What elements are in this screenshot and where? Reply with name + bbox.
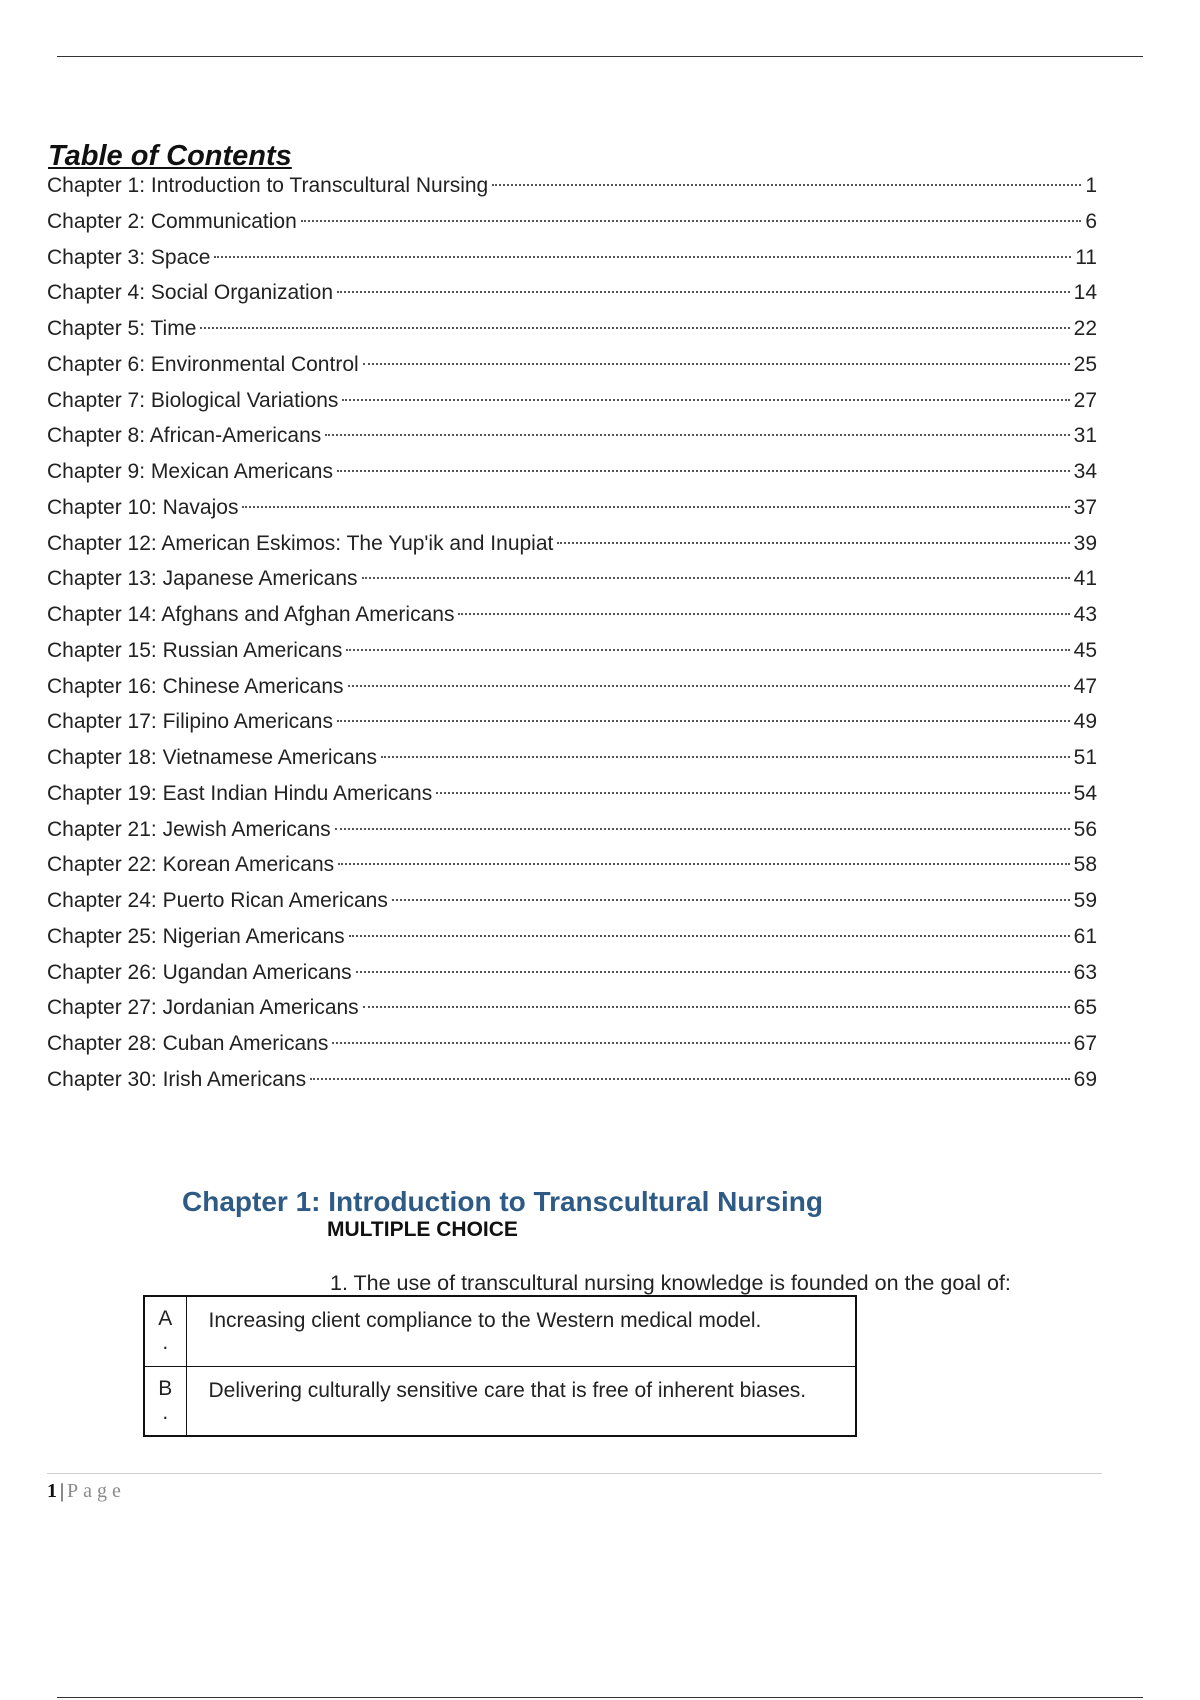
toc-entry[interactable] xyxy=(47,275,1097,311)
toc-leader-dots xyxy=(301,220,1082,222)
toc-entry[interactable] xyxy=(47,1026,1097,1062)
toc-entry-label: Chapter 8: African-Americans xyxy=(47,424,322,448)
toc-entry-page: 14 xyxy=(1073,281,1097,305)
toc-leader-dots xyxy=(458,613,1069,615)
toc-entry[interactable] xyxy=(47,776,1097,812)
toc-leader-dots xyxy=(338,863,1069,865)
toc-entry-page: 67 xyxy=(1073,1032,1097,1055)
toc-entry-page: 59 xyxy=(1073,889,1097,912)
toc-entry-page: 6 xyxy=(1085,209,1097,233)
toc-entry-page: 37 xyxy=(1073,495,1097,519)
toc-leader-dots xyxy=(335,828,1070,830)
toc-leader-dots xyxy=(214,256,1071,258)
toc-entry-page: 47 xyxy=(1073,674,1097,698)
toc-leader-dots xyxy=(492,184,1081,186)
toc-entry-page: 34 xyxy=(1073,460,1097,483)
answer-option[interactable] xyxy=(144,1296,856,1366)
toc-entry[interactable] xyxy=(47,669,1097,705)
toc-entry[interactable] xyxy=(47,454,1097,490)
toc-entry-page: 43 xyxy=(1073,603,1097,626)
toc-entry-label: Chapter 14: Afghans and Afghan Americans xyxy=(47,603,455,626)
toc-entry-label: Chapter 24: Puerto Rican Americans xyxy=(47,889,388,912)
toc-leader-dots xyxy=(342,399,1069,401)
toc-entry-label: Chapter 30: Irish Americans xyxy=(47,1067,307,1091)
toc-entry[interactable] xyxy=(47,383,1097,419)
toc-entry-label: Chapter 25: Nigerian Americans xyxy=(47,924,345,948)
toc-leader-dots xyxy=(363,363,1070,365)
toc-leader-dots xyxy=(242,506,1069,508)
toc-entry-page: 56 xyxy=(1073,817,1097,841)
footer-separator: | xyxy=(60,1480,65,1502)
toc-entry-page: 11 xyxy=(1075,245,1097,269)
footer-page-word: Page xyxy=(67,1480,126,1502)
option-letter: B xyxy=(158,1376,173,1400)
toc-entry[interactable] xyxy=(47,204,1097,240)
toc-entry-label: Chapter 13: Japanese Americans xyxy=(47,567,358,591)
option-letter-punct: . xyxy=(162,1400,169,1424)
toc-entry-label: Chapter 6: Environmental Control xyxy=(47,352,359,376)
option-letter-cell xyxy=(144,1296,186,1366)
toc-leader-dots xyxy=(356,971,1070,973)
toc-entry-label: Chapter 12: American Eskimos: The Yup'ik and Inupiat xyxy=(47,531,554,555)
chapter-heading: Chapter 1: Introduction to Transcultural Nursing xyxy=(182,1186,823,1217)
toc-entry-page: 45 xyxy=(1073,638,1097,662)
toc-entry-label: Chapter 4: Social Organization xyxy=(47,281,333,305)
toc-entry-page: 69 xyxy=(1073,1067,1097,1091)
answer-option[interactable] xyxy=(144,1366,856,1436)
toc-entry[interactable] xyxy=(47,633,1097,669)
toc-leader-dots xyxy=(436,792,1069,794)
toc-entry[interactable] xyxy=(47,526,1097,562)
toc-entry-page: 58 xyxy=(1073,853,1097,877)
toc-entry[interactable] xyxy=(47,418,1097,454)
toc-entry-page: 22 xyxy=(1073,317,1097,340)
toc-entry[interactable] xyxy=(47,561,1097,597)
footer-rule xyxy=(47,1473,1102,1474)
toc-entry[interactable] xyxy=(47,990,1097,1026)
toc-entry-label: Chapter 10: Navajos xyxy=(47,495,239,519)
toc-entry-page: 25 xyxy=(1073,352,1097,376)
toc-leader-dots xyxy=(337,291,1070,293)
toc-entry-label: Chapter 17: Filipino Americans xyxy=(47,710,333,734)
option-text: Delivering culturally sensitive care that is free of inherent biases. xyxy=(186,1366,856,1436)
toc-entry[interactable] xyxy=(47,919,1097,955)
toc-entry-label: Chapter 27: Jordanian Americans xyxy=(47,996,359,1020)
toc-entry[interactable] xyxy=(47,490,1097,526)
toc-leader-dots xyxy=(310,1078,1070,1080)
toc-entry-page: 39 xyxy=(1073,531,1097,555)
toc-entry-label: Chapter 9: Mexican Americans xyxy=(47,460,333,483)
answer-options-table xyxy=(143,1295,857,1437)
toc-entry-label: Chapter 26: Ugandan Americans xyxy=(47,960,352,984)
toc-leader-dots xyxy=(346,649,1069,651)
toc-entry[interactable] xyxy=(47,955,1097,991)
toc-entry-page: 65 xyxy=(1073,996,1097,1020)
toc-entry[interactable] xyxy=(47,597,1097,633)
toc-leader-dots xyxy=(363,1006,1070,1008)
toc-entry[interactable] xyxy=(47,740,1097,776)
toc-entry-page: 51 xyxy=(1073,746,1097,769)
toc-entry[interactable] xyxy=(47,168,1097,204)
toc-entry-page: 61 xyxy=(1073,924,1097,948)
toc-entry-label: Chapter 2: Communication xyxy=(47,209,297,233)
toc-entry[interactable] xyxy=(47,1062,1097,1098)
toc-entry-label: Chapter 19: East Indian Hindu Americans xyxy=(47,781,433,805)
toc-leader-dots xyxy=(337,720,1070,722)
toc-entry[interactable] xyxy=(47,704,1097,740)
toc-leader-dots xyxy=(348,685,1070,687)
toc-entry-page: 54 xyxy=(1073,781,1097,805)
option-letter-cell xyxy=(144,1366,186,1436)
toc-entry[interactable] xyxy=(47,240,1097,276)
toc-leader-dots xyxy=(337,470,1070,472)
toc-entry-page: 31 xyxy=(1073,424,1097,448)
page-footer xyxy=(47,1478,126,1504)
toc-leader-dots xyxy=(362,577,1070,579)
table-of-contents xyxy=(47,168,1097,1098)
toc-leader-dots xyxy=(200,327,1069,329)
toc-entry[interactable] xyxy=(47,347,1097,383)
toc-entry[interactable] xyxy=(47,311,1097,347)
footer-page-number: 1 xyxy=(47,1480,57,1502)
toc-entry-label: Chapter 21: Jewish Americans xyxy=(47,817,331,841)
toc-entry-label: Chapter 5: Time xyxy=(47,317,197,340)
toc-leader-dots xyxy=(325,434,1069,436)
toc-entry-label: Chapter 3: Space xyxy=(47,245,211,269)
toc-leader-dots xyxy=(381,756,1070,758)
toc-entry-label: Chapter 7: Biological Variations xyxy=(47,388,339,412)
toc-entry-page: 63 xyxy=(1073,960,1097,984)
toc-entry-page: 41 xyxy=(1073,567,1097,591)
toc-entry-label: Chapter 16: Chinese Americans xyxy=(47,674,344,698)
toc-entry-page: 1 xyxy=(1085,174,1097,197)
toc-entry[interactable] xyxy=(47,812,1097,848)
toc-leader-dots xyxy=(392,899,1070,901)
top-rule xyxy=(57,56,1143,57)
question-text: 1. The use of transcultural nursing knowledge is founded on the goal of: xyxy=(330,1271,1011,1295)
toc-entry-page: 49 xyxy=(1073,710,1097,734)
option-text: Increasing client compliance to the Western medical model. xyxy=(186,1296,856,1366)
toc-title: Table of Contents xyxy=(48,140,292,172)
bottom-rule xyxy=(57,1697,1143,1698)
toc-entry-page: 27 xyxy=(1073,388,1097,412)
section-heading: MULTIPLE CHOICE xyxy=(327,1218,518,1241)
toc-leader-dots xyxy=(349,935,1070,937)
toc-entry[interactable] xyxy=(47,883,1097,919)
option-letter: A xyxy=(158,1307,173,1330)
toc-entry-label: Chapter 28: Cuban Americans xyxy=(47,1032,329,1055)
toc-entry-label: Chapter 1: Introduction to Transcultural Nursing xyxy=(47,174,489,197)
toc-leader-dots xyxy=(332,1042,1069,1044)
toc-entry-label: Chapter 18: Vietnamese Americans xyxy=(47,746,377,769)
toc-leader-dots xyxy=(557,542,1069,544)
toc-entry-label: Chapter 15: Russian Americans xyxy=(47,638,343,662)
option-letter-punct: . xyxy=(162,1331,169,1354)
toc-entry[interactable] xyxy=(47,847,1097,883)
toc-entry-label: Chapter 22: Korean Americans xyxy=(47,853,335,877)
